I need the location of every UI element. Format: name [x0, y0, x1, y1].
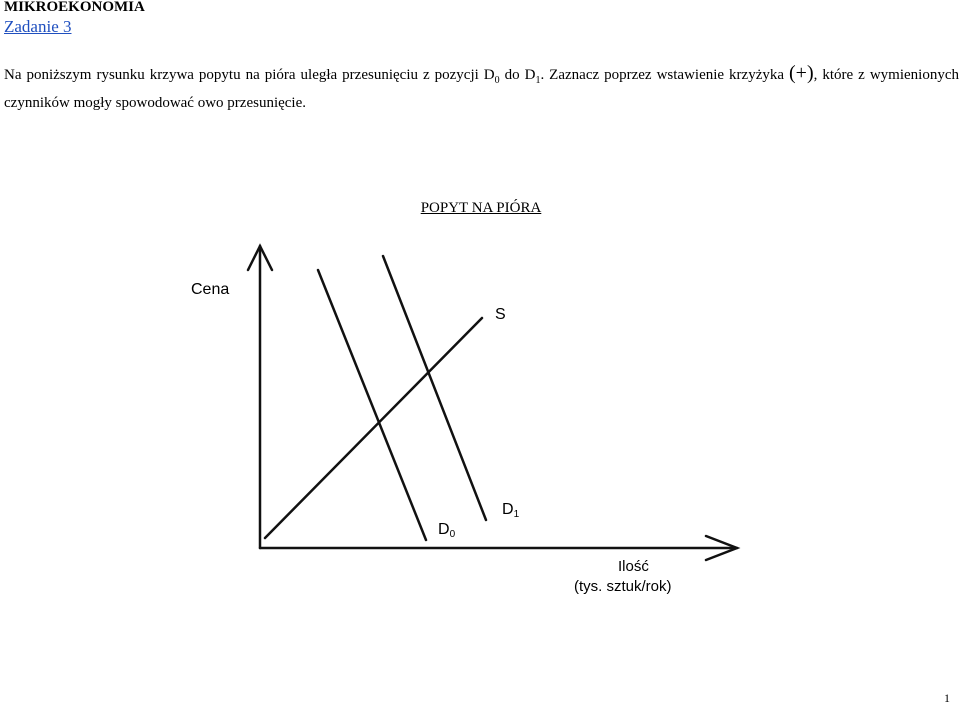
cross-marker: (+): [789, 62, 814, 84]
diagram-title: POPYT NA PIÓRA: [420, 200, 542, 216]
demand-line-d1: [383, 256, 486, 520]
demand-line-d0: [318, 270, 426, 540]
demand1-letter: D: [502, 501, 514, 518]
task-title: Zadanie 3: [4, 17, 72, 36]
demand0-letter: D: [438, 521, 450, 538]
y-axis-label: Cena: [191, 281, 230, 298]
question-part-3: . Zaznacz poprzez wstawienie krzyżyka: [540, 67, 790, 83]
page-number: 1: [944, 691, 950, 705]
question-part-1: Na poniższym rysunku krzywa popytu na pióra uległa przesunięciu z pozycji D: [4, 67, 495, 83]
supply-label: S: [495, 306, 506, 323]
demand1-subscript: 1: [513, 509, 520, 520]
x-axis-unit-label: (tys. sztuk/rok): [574, 578, 672, 595]
demand1-label: [502, 501, 520, 520]
course-title: MIKROEKONOMIA: [4, 0, 145, 15]
diagram-lines: [248, 246, 737, 560]
demand0-label: [438, 521, 456, 540]
question-part-2: do D: [499, 67, 536, 83]
question-part-4: , które z wymienionych czynników mogły spowodować owo przesunięcie.: [4, 67, 959, 111]
question-sub-0: 0: [494, 75, 500, 86]
demand0-subscript: 0: [449, 529, 456, 540]
x-axis-label: Ilość: [618, 558, 649, 575]
question-sub-1: 1: [535, 75, 541, 86]
